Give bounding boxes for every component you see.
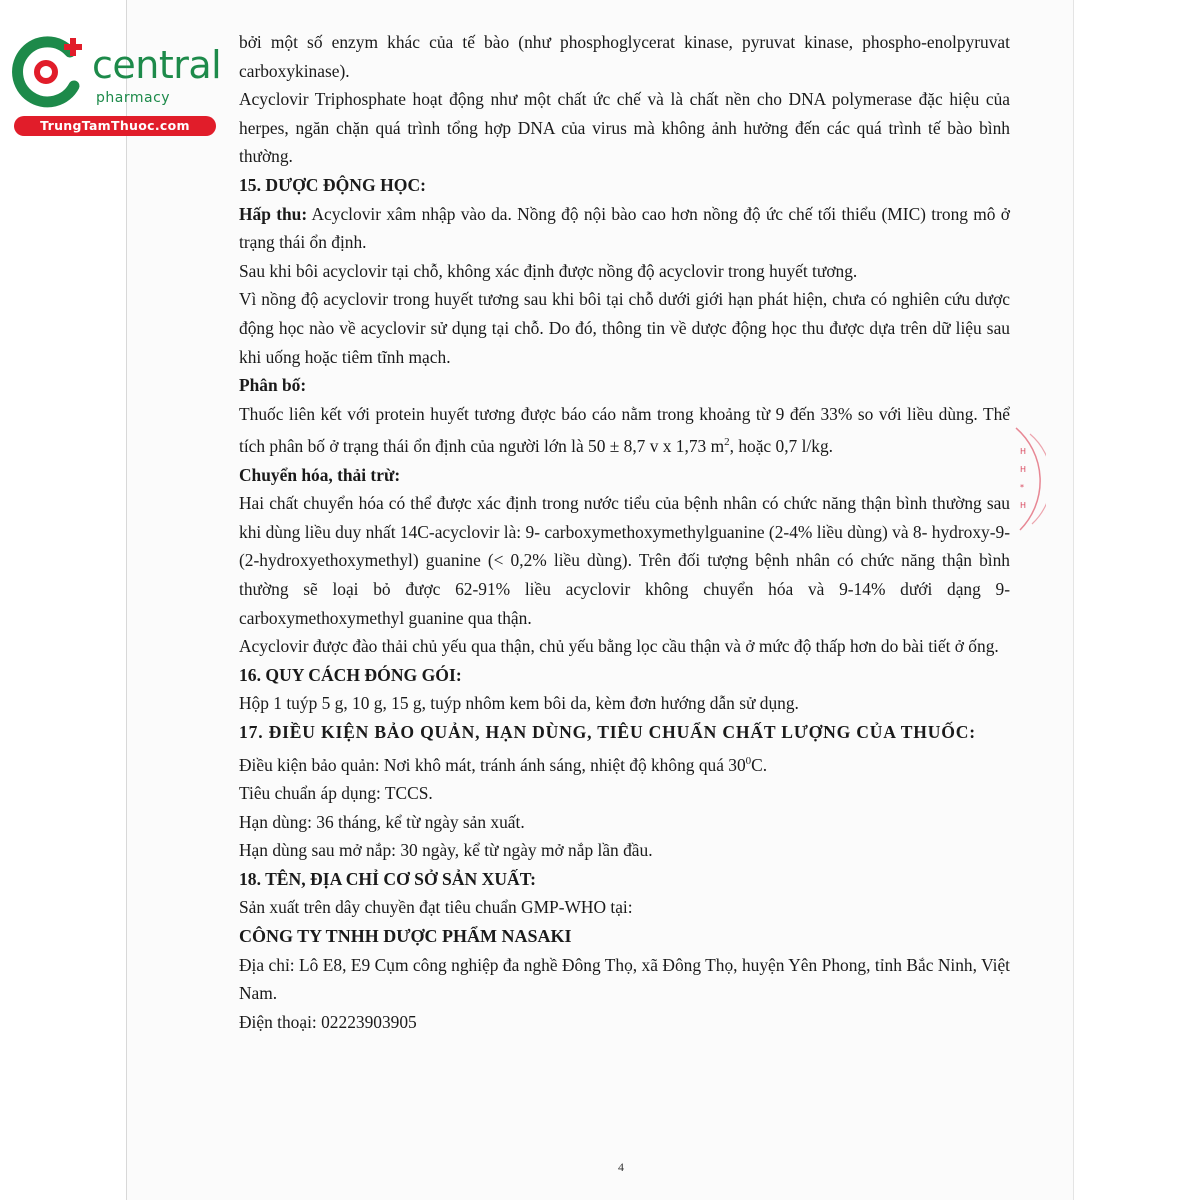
superscript: 2: [724, 436, 730, 449]
logo-website[interactable]: TrungTamThuoc.com: [14, 116, 216, 136]
section-heading-17: 17. ĐIỀU KIỆN BẢO QUẢN, HẠN DÙNG, TIÊU CHUẨN CHẤT LƯỢNG CỦA THUỐC:: [239, 722, 976, 743]
absorption-label: Hấp thu:: [239, 203, 308, 224]
paragraph: Sản xuất trên dây chuyền đạt tiêu chuẩn GMP-WHO tại:: [239, 897, 633, 918]
pharmacy-cross-icon: [8, 34, 94, 114]
paragraph: bởi một số enzym khác của tế bào (như phosphoglycerat kinase, pyruvat kinase, phospho-enolpyruvat carboxykinase).: [239, 32, 1010, 81]
logo-brand: central: [92, 43, 222, 87]
paragraph: Hộp 1 tuýp 5 g, 10 g, 15 g, tuýp nhôm kem bôi da, kèm đơn hướng dẫn sử dụng.: [239, 693, 799, 714]
central-pharmacy-logo[interactable]: [8, 34, 222, 144]
paragraph: Hạn dùng sau mở nắp: 30 ngày, kể từ ngày mở nắp lần đầu.: [239, 840, 653, 861]
company-name: CÔNG TY TNHH DƯỢC PHẨM NASAKI: [239, 926, 572, 946]
paragraph: Acyclovir được đào thải chủ yếu qua thận, chủ yếu bằng lọc cầu thận và ở mức độ thấp hơn do bài tiết ở ống.: [239, 636, 999, 657]
paragraph: Điện thoại: 02223903905: [239, 1011, 417, 1032]
metabolism-label: Chuyển hóa, thải trừ:: [239, 464, 401, 485]
document-body: [239, 28, 1010, 1036]
paragraph: Vì nồng độ acyclovir trong huyết tương sau khi bôi tại chỗ dưới giới hạn phát hiện, chưa có nghiên cứu dược động học nào về acyclovir sử dụng tại chỗ. Do đó, thông tin về dược động học thu được dựa trên dữ liệu sau khi uống hoặc tiêm tĩnh mạch.: [239, 289, 1010, 367]
paragraph: Hạn dùng: 36 tháng, kể từ ngày sản xuất.: [239, 811, 525, 832]
superscript: 0: [745, 754, 752, 767]
distribution-label: Phân bố:: [239, 375, 307, 396]
svg-text:H: H: [1020, 465, 1027, 474]
svg-text:*: *: [1020, 483, 1024, 492]
storage-paragraph: [239, 747, 1010, 779]
distribution-text-end: , hoặc 0,7 l/kg.: [729, 436, 833, 457]
red-stamp-fragment: [1006, 424, 1046, 534]
distribution-text: Thuốc liên kết với protein huyết tương được báo cáo nằm trong khoảng từ 9 đến 33% so với liều dùng. Thể tích phân bố ở trạng thái ổn định của người lớn là 50 ± 8,7 v x 1,73 m: [239, 403, 1010, 457]
section-heading-18: 18. TÊN, ĐỊA CHỈ CƠ SỞ SẢN XUẤT:: [239, 868, 537, 889]
page-number: 4: [618, 1160, 624, 1174]
section-heading-16: 16. QUY CÁCH ĐÓNG GÓI:: [239, 664, 462, 685]
paragraph: Hai chất chuyển hóa có thể được xác định trong nước tiểu của bệnh nhân có chức năng thận bình thường sau khi dùng liều duy nhất 14C-acyclovir là: 9- carboxymethoxymethylguanine (2-4% liều dùng) và 8- hydroxy-9- (2-hydroxyethoxymethyl) guanine (< 0,2% liều dùng). Trên đối tượng bệnh nhân có chức năng thận bình thường sẽ loại bỏ được 62-91% liều acyclovir không chuyển hóa và 9-14% dưới dạng 9-carboxymethoxymethyl guanine qua thận.: [239, 493, 1010, 628]
storage-unit: C.: [751, 754, 768, 775]
paragraph: Tiêu chuẩn áp dụng: TCCS.: [239, 783, 433, 804]
svg-text:H: H: [1020, 447, 1027, 456]
absorption-paragraph: [239, 200, 1010, 257]
svg-text:H: H: [1020, 501, 1027, 510]
paragraph: Sau khi bôi acyclovir tại chỗ, không xác định được nồng độ acyclovir trong huyết tương.: [239, 260, 858, 281]
section-heading-15: 15. DƯỢC ĐỘNG HỌC:: [239, 174, 427, 195]
storage-text: Điều kiện bảo quản: Nơi khô mát, tránh ánh sáng, nhiệt độ không quá 30: [239, 754, 746, 775]
paragraph: Địa chỉ: Lô E8, E9 Cụm công nghiệp đa nghề Đông Thọ, xã Đông Thọ, huyện Yên Phong, tỉnh Bắc Ninh, Việt Nam.: [239, 954, 1010, 1004]
logo-subtitle: pharmacy: [96, 90, 171, 106]
absorption-text: Acyclovir xâm nhập vào da. Nồng độ nội bào cao hơn nồng độ ức chế tối thiểu (MIC) trong mô ở trạng thái ổn định.: [239, 203, 1011, 253]
paragraph: Acyclovir Triphosphate hoạt động như một chất ức chế và là chất nền cho DNA polymerase đặc hiệu của herpes, ngăn chặn quá trình tổng hợp DNA của virus mà không ảnh hưởng đến các quá trình tế bào bình thường.: [239, 89, 1010, 167]
distribution-paragraph: [239, 400, 1010, 461]
